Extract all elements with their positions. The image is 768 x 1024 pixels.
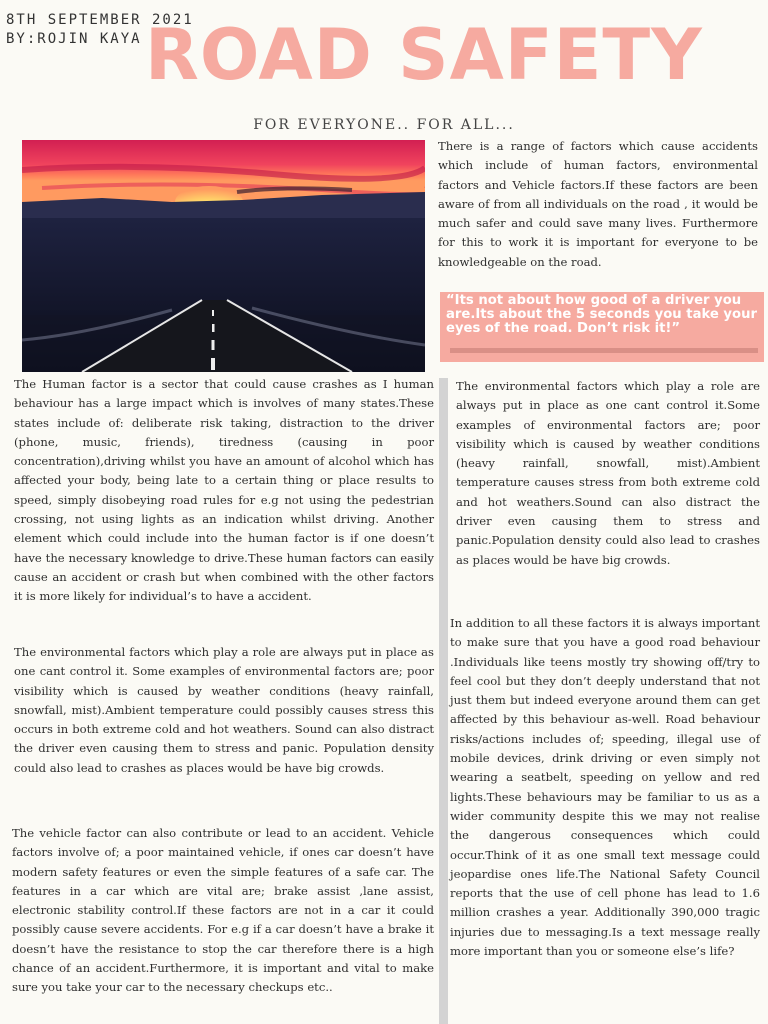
page-title: ROAD SAFETY: [145, 14, 703, 96]
issue-date: 8TH SEPTEMBER 2021: [6, 12, 194, 28]
road-behaviour-paragraph: In addition to all these factors it is always important to make sure that you have a good road behaviour .Individuals like teens mostly try showing off/try to feel cool but they don’t deeply understand that not just them but indeed everyone around them can get affected by this behaviour as-well. Road behaviour risks/actions includes of; speeding, illegal use of mobile devices, drink driving or even simply not wearing a seatbelt, speeding on yellow and red lights.These behaviours may be familiar to us as a wider community despite this we may not realise the dangerous consequences which could occur.Think of it as one small text message could jeopardise ones life.The National Safety Council reports that the use of cell phone has lead to 1.6 million crashes a year. Additionally 390,000 tragic injuries due to messaging.Is a text message really more important than you or someone else’s life?: [450, 616, 760, 959]
sunset-road-photo: [22, 140, 425, 372]
page-subtitle: FOR EVERYONE.. FOR ALL...: [253, 117, 515, 133]
intro-paragraph: There is a range of factors which cause accidents which include of human factors, environmental factors and Vehicle factors.If these factors are been aware of from all individuals on the road , it would be much safer and could save many lives. Furthermore for this to work it is important for everyone to be knowledgeable on the road.: [438, 139, 758, 269]
vehicle-factor-paragraph: The vehicle factor can also contribute or lead to an accident. Vehicle factors involve of; a poor maintained vehicle, if ones car doesn’t have modern safety features or even the simple features of a safe car. The features in a car which are vital are; brake assist ,lane assist, electronic stability control.If these factors are not in a car it could possibly cause severe accidents. For e.g if a car doesn’t have a brake it doesn’t have the resistance to stop the car therefore there is a high chance of an accident.Furthermore, it is important and vital to make sure you take your car to the necessary checkups etc..: [12, 826, 434, 995]
human-factor-paragraph: The Human factor is a sector that could cause crashes as I human behaviour has a large impact which is involves of many states.These states include of: deliberate risk taking, distraction to the driver (phone, music, friends), tiredness (causing in poor concentration),driving whilst you have an amount of alcohol which has affected your body, being late to a certain thing or place results to speed, simply disobeying road rules for e.g not using the pedestrian crossing, not using lights as an indication whilst driving. Another element which could include into the human factor is if one doesn’t have the necessary knowledge to drive.These human factors can easily cause an accident or crash but when combined with the other factors it is more likely for individual’s to have a accident.: [14, 377, 434, 604]
quote-underline: [450, 348, 758, 353]
pull-quote: “Its not about how good of a driver you are.Its about the 5 seconds you take your eyes of the road. Don’t risk it!”: [446, 293, 757, 336]
environmental-factor-paragraph-right: The environmental factors which play a role are always put in place as one cant control it.Some examples of environmental factors are; poor visibility which is caused by weather conditions (heavy rainfall, snowfall, mist).Ambient temperature causes stress from both extreme cold and hot weathers.Sound can also distract the driver even causing them to stress and panic.Population density could also lead to crashes as places would be have big crowds.: [456, 379, 760, 567]
environmental-factor-paragraph-left: The environmental factors which play a role are always put in place as one cant control it. Some examples of environmental factors are; poor visibility which is caused by weather conditions (heavy rainfall, snowfall, mist).Ambient temperature could possibly causes stress this occurs in both extreme cold and hot weathers. Sound can also distract the driver even causing them to stress and panic. Population density could also lead to crashes as places would be have big crowds.: [14, 645, 434, 775]
column-divider: [439, 378, 448, 1024]
author-byline: BY:ROJIN KAYA: [6, 31, 142, 47]
